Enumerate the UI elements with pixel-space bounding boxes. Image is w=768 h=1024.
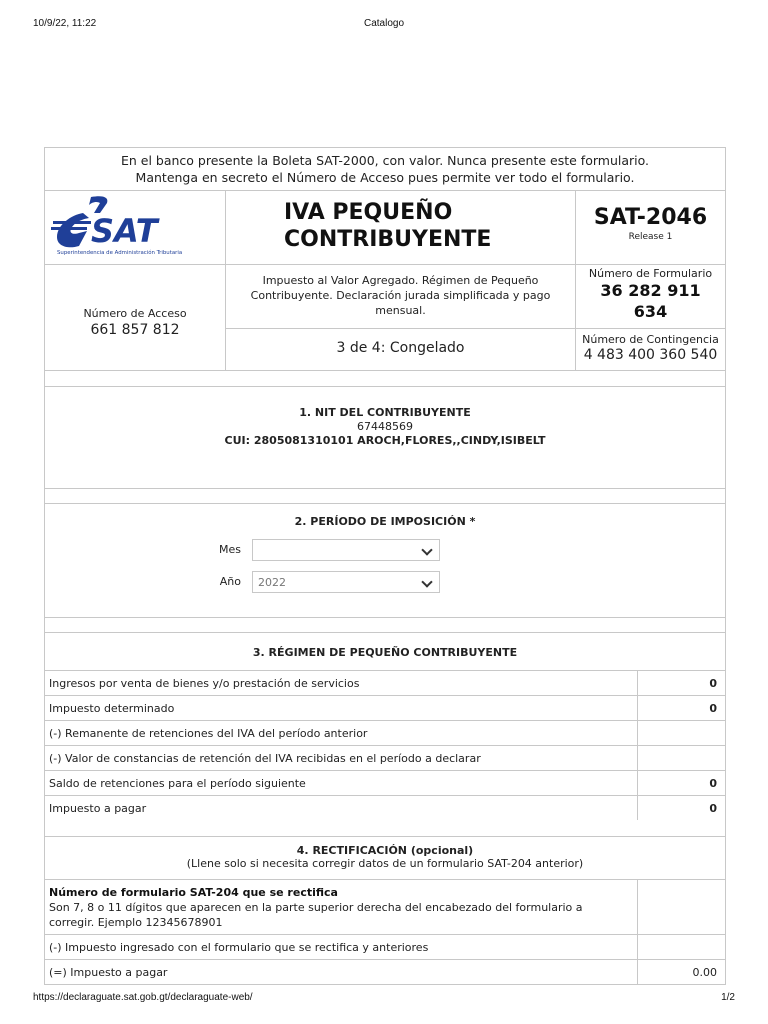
row-value[interactable]: 0 — [637, 796, 725, 820]
section-1-title: 1. NIT DEL CONTRIBUYENTE — [299, 406, 471, 419]
table-row — [45, 745, 725, 771]
row-label: Saldo de retenciones para el período siguiente — [49, 777, 306, 790]
form-number-label: Número de Formulario — [588, 267, 713, 280]
title-line-1: IVA PEQUEÑO — [284, 200, 453, 225]
month-label: Mes — [219, 543, 241, 556]
logo-subtitle: Superintendencia de Administración Tributaria — [57, 250, 183, 256]
section-period — [45, 503, 725, 617]
row-label: Impuesto determinado — [49, 702, 175, 715]
table-row — [45, 934, 725, 960]
section-4-header — [45, 836, 725, 879]
year-select[interactable] — [252, 571, 440, 593]
table-row — [45, 670, 725, 696]
section-3-title: 3. RÉGIMEN DE PEQUEÑO CONTRIBUYENTE — [252, 646, 518, 659]
table-row — [45, 720, 725, 746]
contingency-label: Número de Contingencia — [582, 333, 719, 346]
section-2-title: 2. PERÍODO DE IMPOSICIÓN * — [294, 515, 476, 528]
row-value[interactable] — [637, 721, 725, 745]
form-number-value: 36 282 911 634 — [600, 281, 701, 321]
contingency-value: 4 483 400 360 540 — [583, 347, 718, 363]
chevron-down-icon — [421, 576, 432, 587]
row-value[interactable]: 0 — [637, 696, 725, 720]
print-url[interactable]: https://declaraguate.sat.gob.gt/declaraguate-web/ — [33, 992, 253, 1003]
section-4-subtitle: (Llene solo si necesita corregir datos de un formulario SAT-204 anterior) — [186, 857, 584, 870]
form-number-box — [575, 264, 725, 328]
sat-2046-form — [44, 147, 726, 985]
access-value: 661 857 812 — [90, 322, 180, 338]
form-state: 3 de 4: Congelado — [225, 328, 575, 370]
form-code-box — [575, 190, 725, 264]
form-code: SAT-2046 — [593, 205, 708, 230]
rectified-form-text — [49, 885, 629, 930]
row-label: (=) Impuesto a pagar — [49, 966, 168, 979]
form-description: Impuesto al Valor Agregado. Régimen de Pequeño Contribuyente. Declaración jurada simplificada y pago mensual. — [225, 264, 575, 328]
row-label: (-) Remanente de retenciones del IVA del período anterior — [49, 727, 368, 740]
print-title: Catalogo — [363, 18, 405, 29]
row-value[interactable] — [637, 935, 725, 959]
release-label: Release 1 — [628, 232, 673, 242]
notice-line-2: Mantenga en secreto el Número de Acceso pues permite ver todo el formulario. — [135, 170, 635, 185]
table-row — [45, 770, 725, 796]
bank-notice — [45, 148, 725, 190]
section-gap — [45, 617, 725, 631]
month-row — [45, 539, 725, 561]
rectified-form-row — [45, 879, 725, 934]
chevron-down-icon — [421, 544, 432, 555]
title-line-2: CONTRIBUYENTE — [284, 227, 492, 252]
sat-logo — [45, 190, 225, 264]
table-row — [45, 695, 725, 721]
sat-logo-icon — [45, 191, 225, 265]
rectified-form-title: Número de formulario SAT-204 que se rectifica — [49, 886, 338, 899]
section-gap — [45, 370, 725, 384]
print-header — [33, 18, 735, 32]
section-4-title: 4. RECTIFICACIÓN (opcional) — [296, 844, 474, 857]
table-row — [45, 959, 725, 985]
rectified-form-input[interactable] — [637, 880, 726, 934]
nit-value: 67448569 — [357, 420, 413, 433]
year-label: Año — [219, 575, 241, 588]
month-select[interactable] — [252, 539, 440, 561]
rectified-form-desc: Son 7, 8 o 11 dígitos que aparecen en la parte superior derecha del encabezado del formulario a corregir. Ejemplo 12345678901 — [49, 901, 583, 929]
table-row — [45, 795, 725, 823]
section-3-header — [45, 632, 725, 667]
access-label: Número de Acceso — [83, 307, 187, 320]
row-label: (-) Valor de constancias de retención del IVA recibidas en el período a declarar — [49, 752, 481, 765]
year-row — [45, 571, 725, 593]
form-title — [225, 190, 575, 264]
access-number-box — [45, 264, 225, 358]
row-value[interactable]: 0 — [637, 771, 725, 795]
logo-text: SAT — [91, 212, 158, 250]
row-value[interactable] — [637, 746, 725, 770]
row-label: Impuesto a pagar — [49, 802, 147, 815]
section-gap — [45, 488, 725, 502]
notice-line-1: En el banco presente la Boleta SAT-2000, con valor. Nunca presente este formulario. — [120, 153, 650, 168]
row-value[interactable]: 0.00 — [637, 960, 725, 984]
print-footer — [33, 992, 735, 1006]
print-datetime: 10/9/22, 11:22 — [33, 18, 97, 29]
cui-value: CUI: 2805081310101 AROCH,FLORES,,CINDY,ISIBELT — [224, 434, 546, 447]
row-label: (-) Impuesto ingresado con el formulario que se rectifica y anteriores — [49, 941, 429, 954]
row-label: Ingresos por venta de bienes y/o prestación de servicios — [49, 677, 360, 690]
print-page-number: 1/2 — [721, 992, 735, 1003]
contingency-box — [575, 328, 725, 370]
year-select-value: 2022 — [258, 576, 286, 589]
section-nit — [45, 386, 725, 488]
row-value[interactable]: 0 — [637, 671, 725, 695]
